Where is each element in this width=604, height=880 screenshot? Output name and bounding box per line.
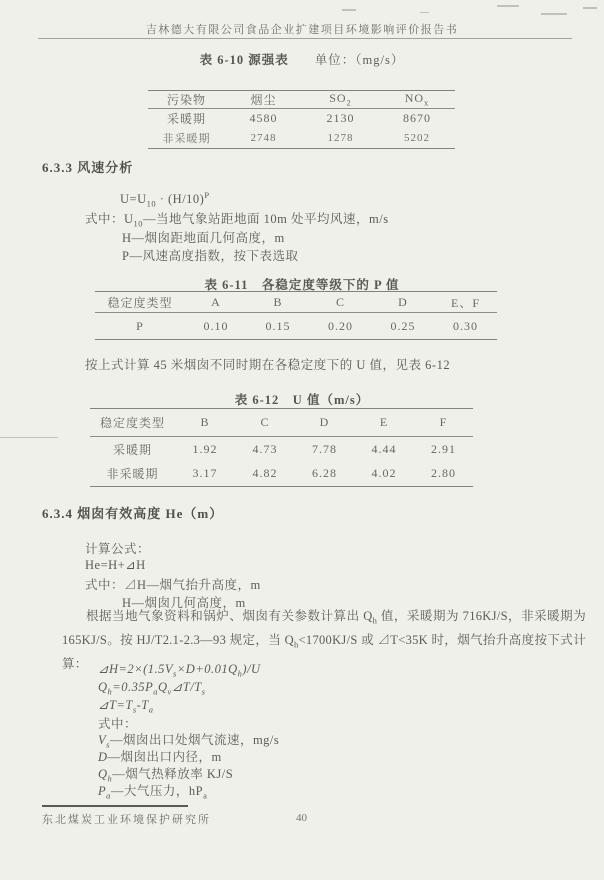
table-row (148, 129, 455, 149)
cell: 8670 (403, 111, 431, 126)
header-cell: 稳定度类型 (107, 295, 173, 310)
cell: 4.02 (371, 466, 397, 481)
scan-artifact (497, 5, 519, 7)
scan-artifact (541, 13, 567, 15)
table-6-10 (148, 90, 455, 149)
report-header-title: 吉林德大有限公司食品企业扩建项目环境影响评价报告书 (145, 24, 459, 36)
cell: 2.91 (431, 441, 456, 456)
where-label: 式中： (98, 717, 138, 731)
formula-wind-speed: $U=U_{10} \cdot (H/10)^P$ (120, 190, 210, 209)
calc-formula-label: 计算公式： (85, 542, 151, 556)
cell: P (136, 318, 144, 333)
header-cell: B (273, 294, 283, 309)
header-cell: F (439, 415, 448, 429)
scan-artifact (0, 437, 58, 438)
table-6-10-unit: 单位：（mg/s） (314, 53, 405, 67)
term-h: H—烟囱距地面几何高度，m (122, 231, 285, 245)
cell: 0.20 (328, 318, 353, 333)
cell: 7.78 (312, 441, 337, 456)
table-row (148, 109, 455, 129)
term-vs: $V_s—$烟囱出口处烟气流速，mg/s (98, 733, 280, 750)
cell: 0.10 (203, 318, 229, 333)
section-heading-633: 6.3.3 风速分析 (42, 160, 134, 175)
table-6-12-caption: 表 6-12 U 值（m/s） (234, 393, 370, 407)
cell: 4.44 (371, 441, 397, 456)
cell: 采暖期 (166, 112, 206, 127)
table-6-12 (90, 408, 473, 487)
cell: 非采暖期 (106, 467, 159, 482)
term-qh: $Q_h—$烟气热释放率 KJ/S (98, 767, 234, 784)
term-d: D—烟囱出口内径，m (98, 750, 222, 764)
header-cell: C (260, 415, 270, 429)
table-6-11-caption: 表 6-11 各稳定度等级下的 P 值 (204, 278, 400, 292)
cell: 4.82 (252, 466, 278, 481)
cell: 1278 (327, 132, 354, 145)
header-cell: D (319, 415, 330, 429)
header-cell: D (398, 294, 408, 309)
cell: 4580 (249, 111, 278, 126)
table-row (95, 313, 497, 340)
header-cell-soot: 烟尘 (250, 93, 277, 107)
table-header-row (95, 292, 497, 313)
bridge-text: 按上式计算 45 米烟囱不同时期在各稳定度下的 U 值，见表 6-12 (85, 358, 451, 372)
cell: 2.80 (431, 466, 456, 481)
header-cell-so2: $SO_2$ (329, 91, 352, 108)
footer-rule (42, 805, 188, 807)
table-header-row (90, 409, 473, 437)
cell: 5202 (404, 132, 430, 145)
footer-organization: 东北煤炭工业环境保护研究所 (42, 814, 211, 826)
cell: 6.28 (312, 466, 337, 481)
header-cell-pollutant: 污染物 (166, 93, 206, 107)
qh-paragraph: 根据当地气象资料和锅炉、烟囱有关参数计算出 $Q_h$ 值，采暖期为 716KJ/S，非采暖期为 165KJ/S。按 HJ/T2.1-2.3—93 规定，当 $Q_h<1700KJ/S$ 或 ⊿T<35K 时，烟气抬升高度按下式计算： (62, 609, 586, 671)
term-h-geom: H—烟囱几何高度，m (122, 596, 246, 610)
cell: 3.17 (192, 466, 218, 481)
cell: 0.15 (265, 318, 291, 333)
header-cell: B (200, 415, 210, 429)
table-6-11 (95, 291, 497, 340)
header-cell: E、F (450, 295, 480, 310)
header-cell: A (211, 294, 221, 309)
table-6-12-caption-row (0, 390, 604, 409)
scan-artifact (342, 9, 356, 11)
table-header-row (148, 91, 455, 109)
header-cell: E (379, 415, 389, 429)
cell: 0.25 (390, 318, 416, 333)
cell: 2748 (250, 132, 277, 145)
term-p: P—风速高度指数，按下表选取 (122, 249, 299, 263)
formula-delta-h: $⊿H=2\times(1.5V_s\times D+0.01Q_h)/U$ (98, 662, 261, 679)
term-u10: 式中：$U_{10}—$当地气象站距地面 10m 处平均风速，m/s (85, 212, 389, 229)
formula-he: He=H+⊿H (85, 558, 146, 572)
header-cell-nox: $NO_x$ (404, 91, 430, 108)
cell: 0.30 (453, 318, 478, 333)
cell: 1.92 (192, 441, 218, 456)
cell: 采暖期 (112, 442, 152, 457)
term-pa: $P_a—$大气压力，$hP_a$ (98, 784, 208, 801)
formula-delta-t: $⊿T=T_s-T_a$ (98, 698, 154, 715)
formula-qh: $Q_h=0.35P_aQ_v⊿T/T_s$ (98, 680, 206, 697)
table-6-10-caption: 表 6-10 源强表 (199, 53, 289, 67)
cell: 4.73 (252, 441, 278, 456)
table-6-10-caption-row (0, 50, 604, 69)
cell: 2130 (326, 111, 355, 126)
cell: 非采暖期 (162, 133, 211, 146)
scan-artifact (420, 12, 429, 13)
table-row (90, 462, 473, 487)
header-cell: C (335, 294, 345, 309)
section-heading-634: 6.3.4 烟囱有效高度 He（m） (42, 506, 224, 521)
table-row (90, 437, 473, 462)
page-number: 40 (296, 812, 307, 824)
term-delta-h: 式中：⊿H—烟气抬升高度，m (85, 578, 261, 592)
header-cell: 稳定度类型 (99, 416, 165, 430)
header-rule (38, 38, 572, 39)
scan-artifact (583, 7, 597, 9)
